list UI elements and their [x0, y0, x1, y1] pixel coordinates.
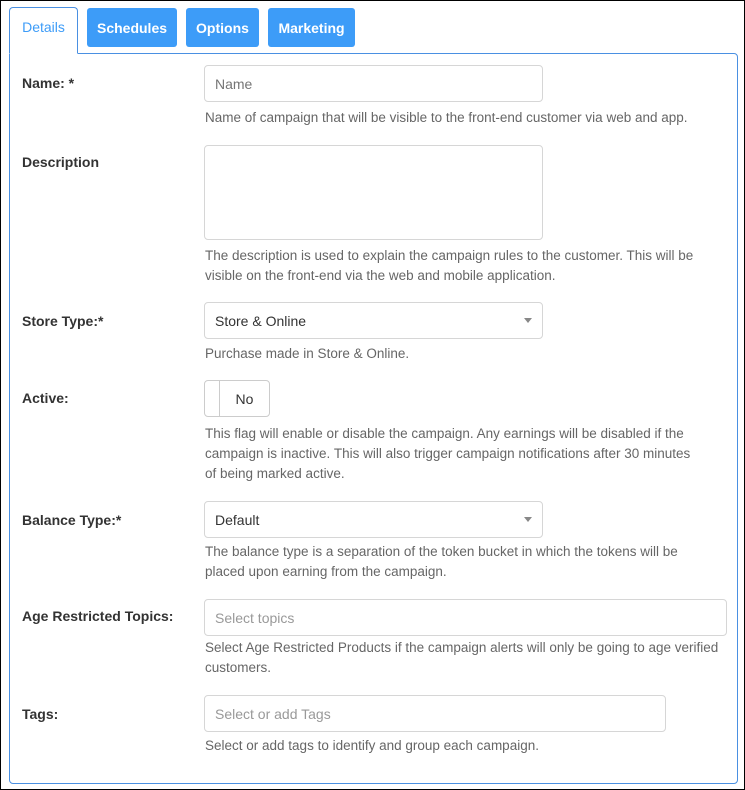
age-restricted-label: Age Restricted Topics: — [22, 608, 174, 624]
age-restricted-placeholder: Select topics — [215, 609, 295, 626]
tags-placeholder: Select or add Tags — [215, 705, 331, 722]
store-type-select[interactable] — [204, 302, 543, 339]
active-label: Active: — [22, 390, 69, 406]
toggle-knob — [205, 381, 220, 416]
details-panel — [9, 53, 738, 784]
name-label: Name: * — [22, 75, 75, 91]
store-type-value: Store & Online — [215, 312, 307, 329]
name-help: Name of campaign that will be visible to the front-end customer via web and app. — [205, 110, 688, 125]
description-label: Description — [22, 154, 100, 170]
store-type-help: Purchase made in Store & Online. — [205, 346, 410, 361]
active-help: This flag will enable or disable the campaign. Any earnings will be disabled if the campaign is inactive. This will also trigger campaign notifications after 30 minutes of being marked active. — [205, 426, 691, 481]
active-toggle-label: No — [235, 390, 254, 407]
age-restricted-select[interactable] — [204, 599, 727, 636]
tags-help: Select or add tags to identify and group each campaign. — [205, 738, 539, 753]
name-input[interactable] — [204, 65, 543, 102]
tab-marketing[interactable]: Marketing — [268, 8, 355, 47]
chevron-down-icon — [524, 318, 532, 323]
balance-type-value: Default — [215, 511, 260, 528]
chevron-down-icon — [524, 517, 532, 522]
tags-select[interactable] — [204, 695, 666, 732]
age-restricted-help: Select Age Restricted Products if the campaign alerts will only be going to age verified customers. — [205, 640, 719, 675]
description-help: The description is used to explain the campaign rules to the customer. This will be visible on the front-end via the web and mobile application. — [205, 248, 694, 283]
store-type-label: Store Type:* — [22, 313, 104, 329]
active-toggle[interactable] — [204, 380, 270, 417]
tab-options[interactable]: Options — [186, 8, 259, 47]
tags-label: Tags: — [22, 706, 59, 722]
tab-details[interactable]: Details — [9, 7, 78, 54]
balance-type-label: Balance Type:* — [22, 512, 122, 528]
tab-schedules[interactable]: Schedules — [87, 8, 177, 47]
description-textarea[interactable] — [204, 145, 543, 240]
balance-type-select[interactable] — [204, 501, 543, 538]
balance-type-help: The balance type is a separation of the token bucket in which the tokens will be placed upon earning from the campaign. — [205, 544, 678, 579]
